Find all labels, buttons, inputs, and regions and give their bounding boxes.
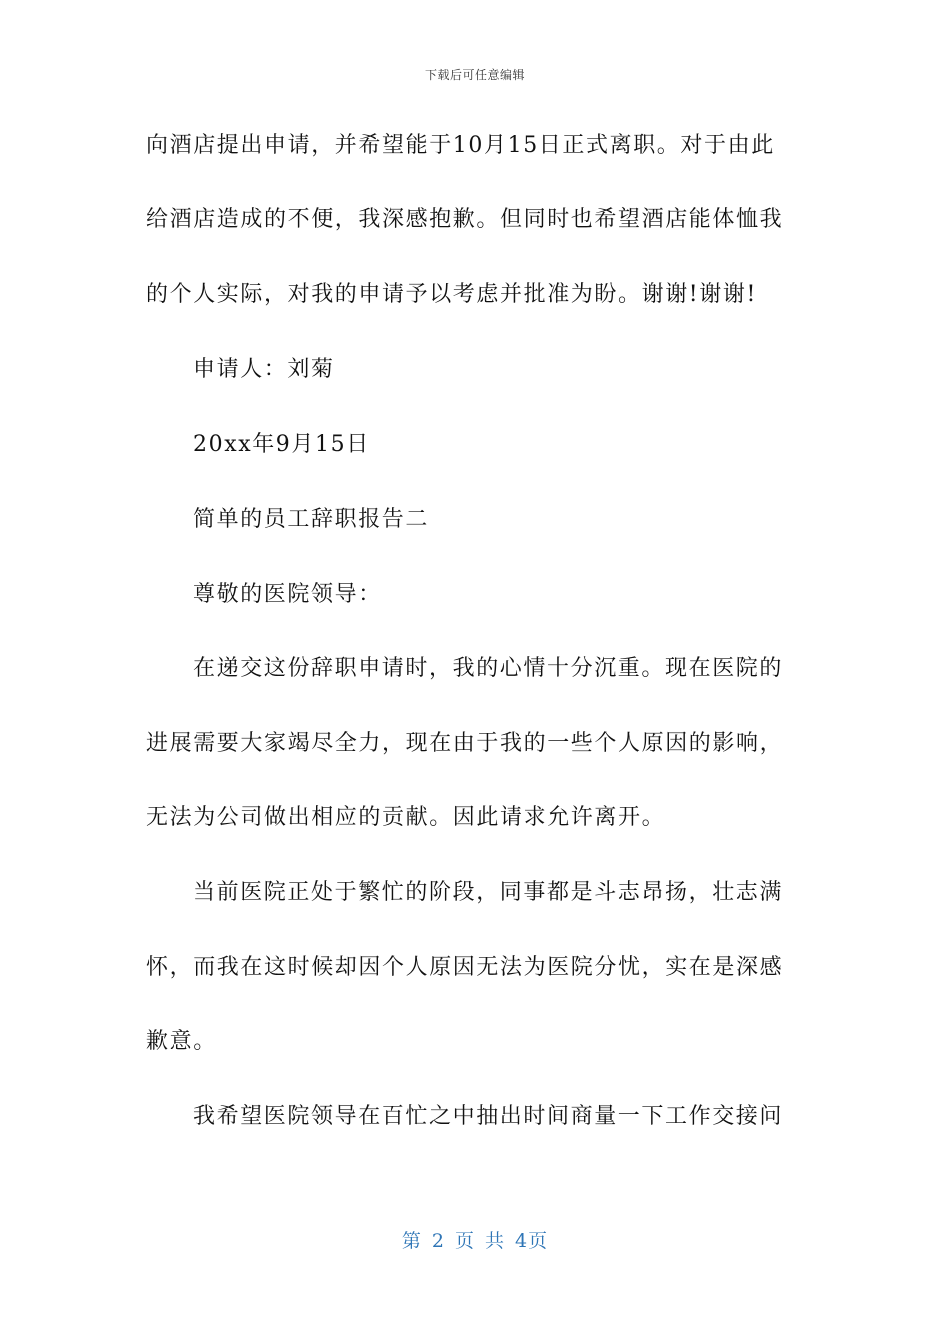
footer-page-label: 第 — [401, 1230, 422, 1252]
salutation: 尊敬的医院领导： — [193, 582, 382, 607]
body-line: 歉意。 — [146, 1029, 217, 1054]
page-footer — [0, 1226, 950, 1253]
footer-total-label: 共 — [485, 1230, 506, 1252]
section-title: 简单的员工辞职报告二 — [193, 507, 430, 532]
body-line: 给酒店造成的不便，我深感抱歉。但同时也希望酒店能体恤我 — [146, 207, 784, 232]
footer-page-unit: 页 — [454, 1230, 475, 1252]
body-line: 向酒店提出申请，并希望能于10月15日正式离职。对于由此 — [146, 133, 775, 158]
body-line: 无法为公司做出相应的贡献。因此请求允许离开。 — [146, 805, 666, 830]
applicant-signature: 申请人：刘菊 — [193, 357, 335, 382]
body-line: 在递交这份辞职申请时，我的心情十分沉重。现在医院的 — [193, 656, 784, 681]
body-line: 进展需要大家竭尽全力，现在由于我的一些个人原因的影响， — [146, 731, 784, 756]
body-line: 当前医院正处于繁忙的阶段，同事都是斗志昂扬，壮志满 — [193, 880, 784, 905]
page-header: 下载后可任意编辑 — [424, 68, 525, 82]
signature-date: 20xx年9月15日 — [193, 432, 370, 457]
body-line: 怀，而我在这时候却因个人原因无法为医院分忧，实在是深感 — [146, 955, 784, 980]
body-line: 我希望医院领导在百忙之中抽出时间商量一下工作交接问 — [193, 1104, 784, 1129]
footer-current-page: 2 — [431, 1230, 445, 1252]
body-line: 的个人实际，对我的申请予以考虑并批准为盼。谢谢!谢谢! — [146, 282, 757, 307]
footer-total-pages: 4页 — [515, 1230, 549, 1252]
